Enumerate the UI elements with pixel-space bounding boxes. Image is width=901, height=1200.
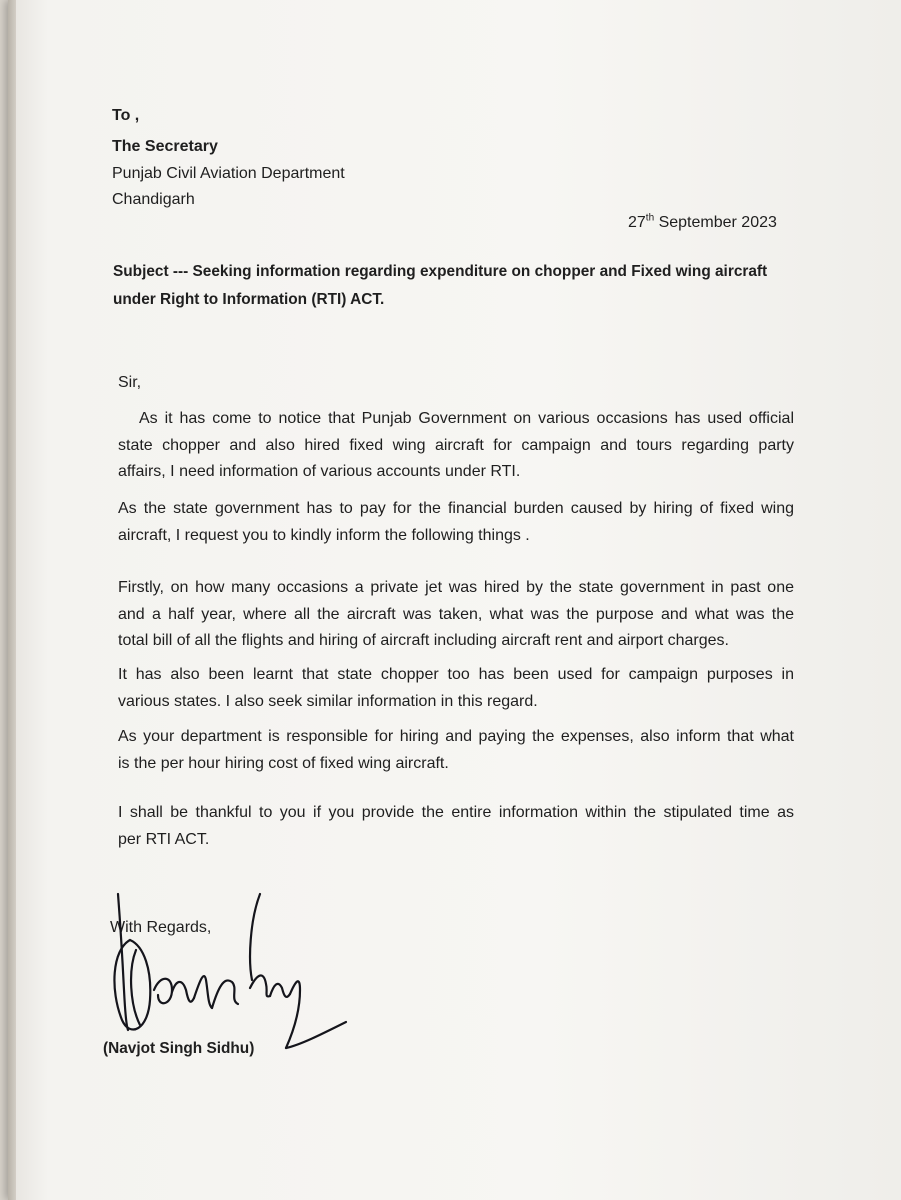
subject-line-2: under Right to Information (RTI) ACT. <box>113 291 385 308</box>
paragraph-line: and a half year, where all the aircraft was taken, what was the purpose and what was the <box>118 605 794 623</box>
paragraph-2 <box>118 496 794 549</box>
paragraph-line: aircraft, I request you to kindly inform the following things . <box>118 526 530 544</box>
subject-line-1: Subject --- Seeking information regarding expenditure on chopper and Fixed wing aircraft <box>113 263 768 280</box>
letter-date <box>628 213 777 233</box>
paragraph-line: As your department is responsible for hiring and paying the expenses, also inform that what <box>118 728 794 745</box>
paper-edge-shadow <box>8 0 16 1200</box>
paragraph-line: I shall be thankful to you if you provide the entire information within the stipulated time as <box>118 804 794 821</box>
paragraph-line: Firstly, on how many occasions a private jet was hired by the state government in past one <box>118 579 794 596</box>
letter-page <box>8 0 901 1200</box>
recipient-title: The Secretary <box>112 138 218 155</box>
paragraph-4 <box>118 662 794 715</box>
paragraph-line: As the state government has to pay for the financial burden caused by hiring of fixed wing <box>118 500 794 517</box>
paragraph-line: is the per hour hiring cost of fixed wing aircraft. <box>118 754 449 772</box>
date-rest: September 2023 <box>654 214 777 231</box>
recipient-city: Chandigarh <box>112 191 195 208</box>
closing: With Regards, <box>110 919 212 936</box>
date-suffix: th <box>645 212 655 224</box>
paragraph-line: per RTI ACT. <box>118 830 210 848</box>
paragraph-line: state chopper and also hired fixed wing aircraft for campaign and tours regarding party <box>118 436 794 454</box>
salutation-to: To , <box>112 107 140 124</box>
greeting: Sir, <box>118 374 142 391</box>
paragraph-line: various states. I also seek similar information in this regard. <box>118 692 538 710</box>
recipient-department: Punjab Civil Aviation Department <box>112 165 345 182</box>
paragraph-5 <box>118 724 794 777</box>
paragraph-6 <box>118 800 794 853</box>
signatory-name: (Navjot Singh Sidhu) <box>103 1040 255 1057</box>
paragraph-line: total bill of all the flights and hiring of aircraft including aircraft rent and airport charges. <box>118 632 729 649</box>
paragraph-line: affairs, I need information of various accounts under RTI. <box>118 463 521 480</box>
date-day: 27 <box>628 214 646 231</box>
paragraph-1 <box>118 406 794 486</box>
paragraph-line: As it has come to notice that Punjab Government on various occasions has used official <box>139 410 794 427</box>
paragraph-3 <box>118 575 794 655</box>
paragraph-line: It has also been learnt that state chopper too has been used for campaign purposes in <box>118 666 794 683</box>
